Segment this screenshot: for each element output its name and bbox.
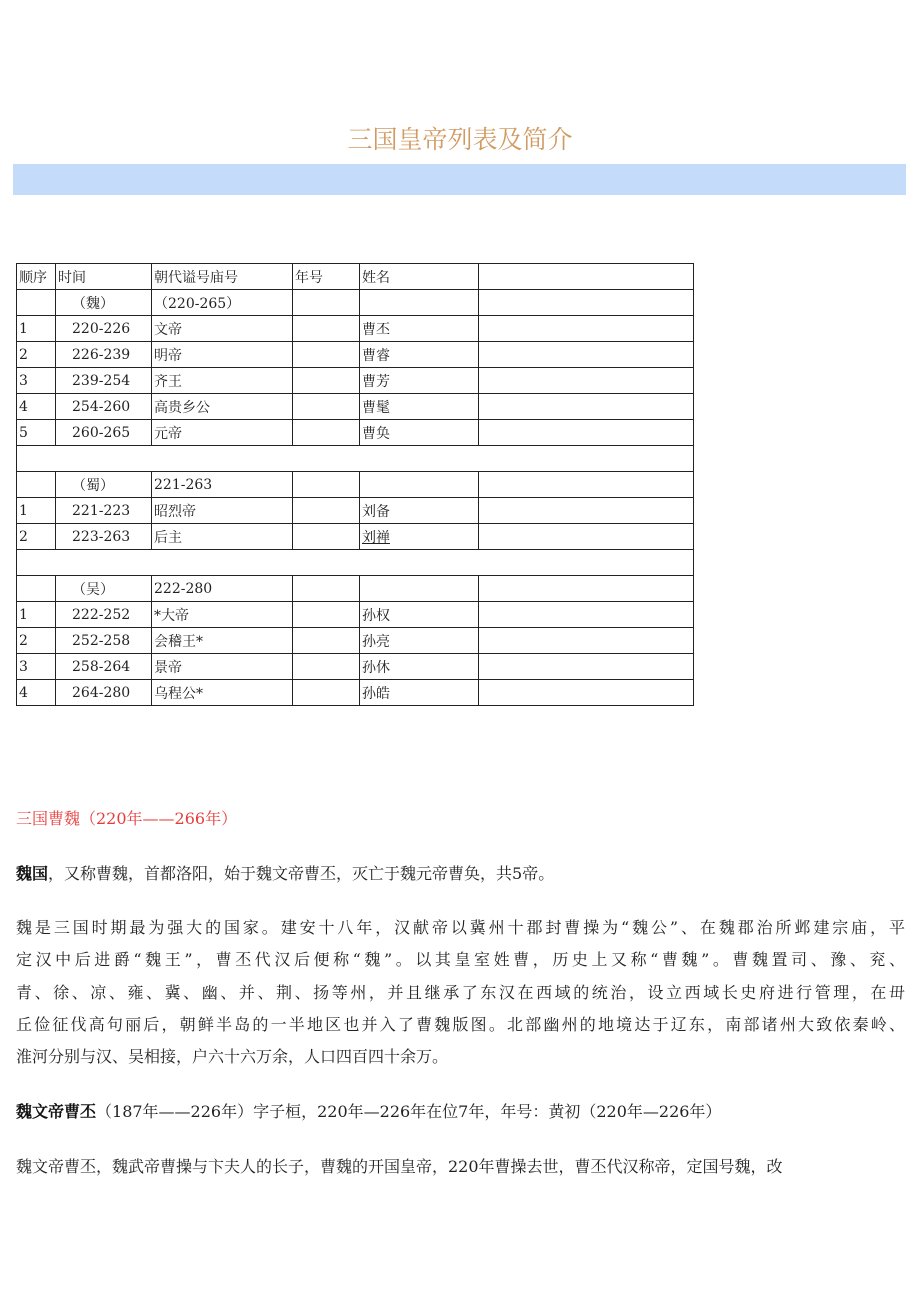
table-cell: 高贵乡公 [152, 394, 293, 420]
table-header-row [17, 264, 694, 290]
table-cell: 曹髦 [360, 394, 479, 420]
column-header: 朝代谥号庙号 [152, 264, 293, 290]
table-cell [479, 680, 694, 706]
table-cell: 孙休 [360, 654, 479, 680]
table-cell: 239-254 [56, 368, 152, 394]
table-cell: （蜀） [56, 472, 152, 498]
table-cell: 252-258 [56, 628, 152, 654]
table-cell [479, 654, 694, 680]
table-cell: 4 [17, 680, 56, 706]
paragraph-description [16, 912, 905, 1073]
table-row [17, 628, 694, 654]
table-cell [479, 498, 694, 524]
table-cell [479, 420, 694, 446]
column-header: 时间 [56, 264, 152, 290]
table-cell [360, 472, 479, 498]
table-cell [17, 472, 56, 498]
paragraph-text: （187年——226年）字子桓，220年—226年在位7年，年号：黄初（220年—226年） [96, 1102, 722, 1121]
table-row [17, 472, 694, 498]
table-cell [17, 290, 56, 316]
table-cell [479, 394, 694, 420]
table-cell: 景帝 [152, 654, 293, 680]
table-cell: 后主 [152, 524, 293, 550]
table-cell: 元帝 [152, 420, 293, 446]
column-header: 年号 [293, 264, 360, 290]
table-cell: 254-260 [56, 394, 152, 420]
table-cell: 孙亮 [360, 628, 479, 654]
table-cell: 221-263 [152, 472, 293, 498]
table-cell: 2 [17, 524, 56, 550]
table-cell [293, 420, 360, 446]
table-row [17, 368, 694, 394]
table-cell: 曹奂 [360, 420, 479, 446]
table-cell [479, 628, 694, 654]
table-cell [360, 290, 479, 316]
table-cell: 1 [17, 498, 56, 524]
column-header [479, 264, 694, 290]
table-cell: 昭烈帝 [152, 498, 293, 524]
table-cell: 264-280 [56, 680, 152, 706]
emperor-table [16, 263, 694, 706]
table-row [17, 498, 694, 524]
table-cell: 258-264 [56, 654, 152, 680]
column-header: 顺序 [17, 264, 56, 290]
table-cell: 1 [17, 316, 56, 342]
table-cell: 刘禅 [360, 524, 479, 550]
paragraph-line: 定汉中后进爵“魏王”，曹丕代汉后便称“魏”。以其皇室姓曹，历史上又称“曹魏”。曹魏置司、豫、兖、 [16, 950, 905, 970]
table-row [17, 680, 694, 706]
table-cell [479, 524, 694, 550]
table-cell: 221-223 [56, 498, 152, 524]
paragraph-line: 青、徐、凉、雍、冀、幽、并、荆、扬等州，并且继承了东汉在西域的统治，设立西域长史府进行管理，在毌 [16, 982, 905, 1002]
table-row [17, 602, 694, 628]
paragraph-line: 淮河分别与汉、吴相接，户六十六万余，人口四百四十余万。 [16, 1047, 449, 1067]
table-row [17, 654, 694, 680]
table-cell: 2 [17, 628, 56, 654]
table-cell [293, 576, 360, 602]
table-separator-row [17, 446, 694, 472]
table-cell [479, 290, 694, 316]
table-cell: 223-263 [56, 524, 152, 550]
paragraph-emperor [16, 1098, 905, 1126]
table-cell [293, 628, 360, 654]
table-cell [293, 368, 360, 394]
table-cell [17, 550, 694, 576]
table-cell: 孙皓 [360, 680, 479, 706]
table-cell [293, 680, 360, 706]
table-cell: 222-252 [56, 602, 152, 628]
table-cell: 齐王 [152, 368, 293, 394]
table-cell: （魏） [56, 290, 152, 316]
paragraph-line: 魏是三国时期最为强大的国家。建安十八年，汉献帝以冀州十郡封曹操为“魏公”、在魏郡治所邺建宗庙，平 [16, 918, 905, 937]
table-cell [293, 316, 360, 342]
table-row [17, 394, 694, 420]
table-cell: 226-239 [56, 342, 152, 368]
bold-term: 魏文帝曹丕 [16, 1102, 97, 1121]
table-cell: 1 [17, 602, 56, 628]
table-cell: （220-265） [152, 290, 293, 316]
table-cell: 260-265 [56, 420, 152, 446]
paragraph-text: ，又称曹魏，首都洛阳，始于魏文帝曹丕，灭亡于魏元帝曹奂，共5帝。 [48, 864, 555, 883]
table-cell [360, 576, 479, 602]
table-cell: 刘备 [360, 498, 479, 524]
column-header: 姓名 [360, 264, 479, 290]
table-cell: 4 [17, 394, 56, 420]
section-heading: 三国曹魏（220年——266年） [16, 809, 238, 828]
table-cell: *大帝 [152, 602, 293, 628]
table-cell: 曹芳 [360, 368, 479, 394]
bold-term: 魏国 [16, 864, 49, 883]
table-cell: （吴） [56, 576, 152, 602]
table-cell: 222-280 [152, 576, 293, 602]
table-cell [293, 654, 360, 680]
table-cell [479, 576, 694, 602]
table-row [17, 420, 694, 446]
table-cell [293, 498, 360, 524]
table-row [17, 576, 694, 602]
table-cell [293, 394, 360, 420]
table-cell [293, 472, 360, 498]
table-cell [293, 290, 360, 316]
table-cell [479, 602, 694, 628]
paragraph-biography: 魏文帝曹丕，魏武帝曹操与卞夫人的长子，曹魏的开国皇帝，220年曹操去世，曹丕代汉称帝，定国号魏，改 [16, 1157, 783, 1176]
table-cell [17, 446, 694, 472]
table-cell: 曹丕 [360, 316, 479, 342]
table-cell: 乌程公* [152, 680, 293, 706]
table-cell [17, 576, 56, 602]
table-cell [293, 524, 360, 550]
paragraph-line: 丘俭征伐高句丽后，朝鲜半岛的一半地区也并入了曹魏版图。北部幽州的地境达于辽东，南部诸州大致依秦岭、 [16, 1014, 905, 1034]
table-cell: 曹睿 [360, 342, 479, 368]
paragraph-intro [16, 860, 905, 888]
table-row [17, 316, 694, 342]
table-cell [479, 342, 694, 368]
table-row [17, 290, 694, 316]
title-banner [13, 164, 906, 195]
table-cell: 文帝 [152, 316, 293, 342]
table-separator-row [17, 550, 694, 576]
table-cell: 孙权 [360, 602, 479, 628]
table-row [17, 342, 694, 368]
table-cell: 5 [17, 420, 56, 446]
table-cell [293, 342, 360, 368]
table-cell [479, 316, 694, 342]
table-row [17, 524, 694, 550]
table-cell [479, 368, 694, 394]
page-title: 三国皇帝列表及简介 [347, 125, 573, 154]
table-cell: 3 [17, 654, 56, 680]
table-cell: 明帝 [152, 342, 293, 368]
table-cell: 3 [17, 368, 56, 394]
table-cell: 2 [17, 342, 56, 368]
table-cell [479, 472, 694, 498]
table-cell [293, 602, 360, 628]
table-cell: 220-226 [56, 316, 152, 342]
table-cell: 会稽王* [152, 628, 293, 654]
